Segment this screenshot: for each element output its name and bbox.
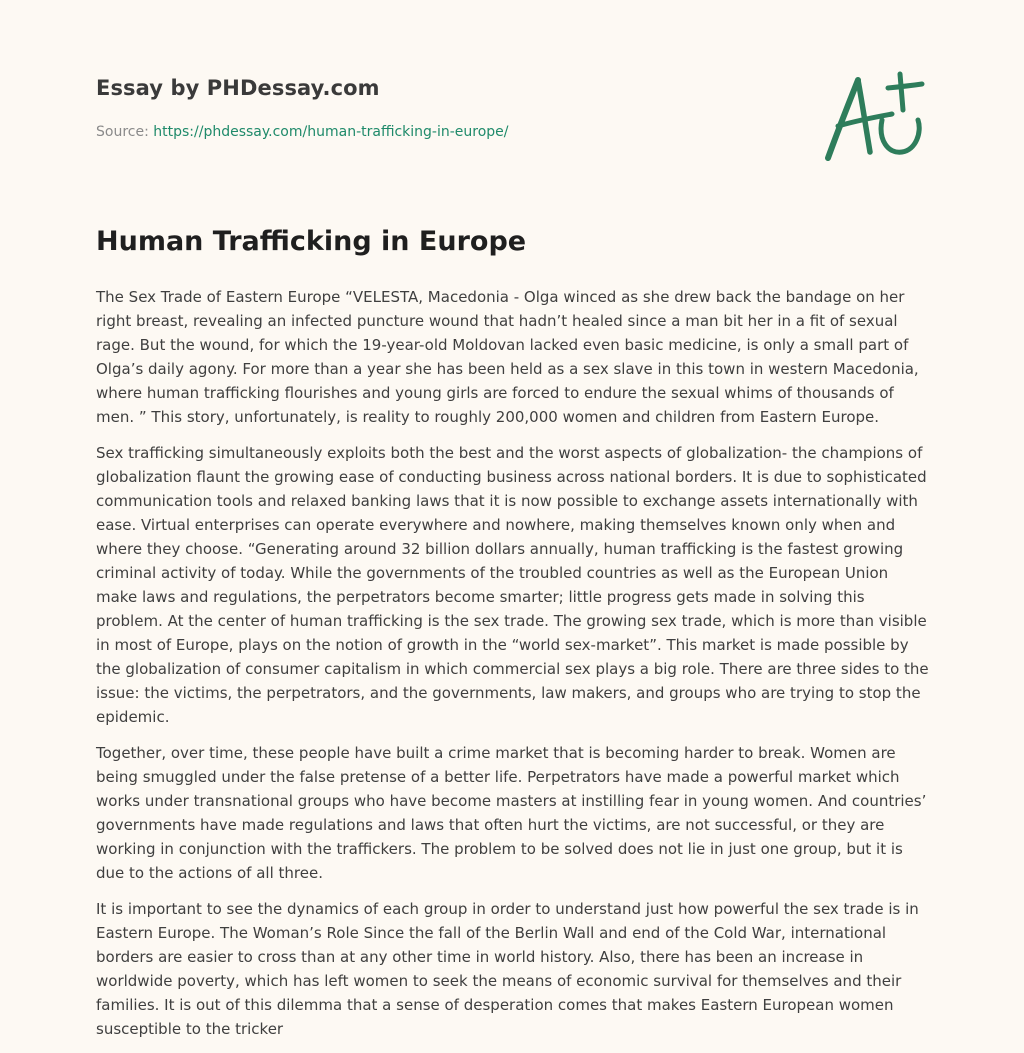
essay-paragraph: It is important to see the dynamics of each group in order to understand just how powerful the sex trade is in Eastern Europe. The Woman’s Role Since the fall of the Berlin Wall and end of the Cold War, international borders are easier to cross than at any other time in world history. Also, there has been an increase in worldwide poverty, which has left women to seek the means of economic survival for themselves and their families. It is out of this dilemma that a sense of desperation comes that makes Eastern European women susceptible to the tricker — [96, 900, 919, 1038]
source-link[interactable]: https://phdessay.com/human-trafficking-in-europe/ — [153, 124, 509, 140]
essay-title: Human Trafficking in Europe — [96, 226, 527, 257]
essay-paragraph: Sex trafficking simultaneously exploits both the best and the worst aspects of globalization- the champions of globalization flaunt the growing ease of conducting business across national borders. It is due to sophisticated communication tools and relaxed banking laws that it is now possible to exchange assets internationally with ease. Virtual enterprises can operate everywhere and nowhere, making themselves known only when and where they choose. “Generating around 32 billion dollars annually, human trafficking is the fastest growing criminal activity of today. While the governments of the troubled countries as well as the European Union make laws and regulations, the perpetrators become smarter; little progress gets made in solving this problem. At the center of human trafficking is the sex trade. The growing sex trade, which is more than visible in most of Europe, plays on the notion of growth in the “world sex-market”. This market is made possible by the globalization of consumer capitalism in which commercial sex plays a big role. There are three sides to the issue: the victims, the perpetrators, and the governments, law makers, and groups who are trying to stop the epidemic. — [96, 444, 929, 726]
source-line — [96, 124, 509, 140]
essay-body — [96, 285, 932, 1053]
essay-paragraph: The Sex Trade of Eastern Europe “VELESTA, Macedonia - Olga winced as she drew back the bandage on her right breast, revealing an infected puncture wound that hadn’t healed since a man bit her in a fit of sexual rage. But the wound, for which the 19-year-old Moldovan lacked even basic medicine, is only a small part of Olga’s daily agony. For more than a year she has been held as a sex slave in this town in western Macedonia, where human trafficking flourishes and young girls are forced to endure the sexual whims of thousands of men. ” This story, unfortunately, is reality to roughly 200,000 women and children from Eastern Europe. — [96, 288, 919, 426]
a-plus-logo-icon — [818, 66, 930, 166]
site-title: Essay by PHDessay.com — [96, 76, 380, 100]
essay-paragraph: Together, over time, these people have built a crime market that is becoming harder to break. Women are being smuggled under the false pretense of a better life. Perpetrators have made a powerful market which works under transnational groups who have become masters at instilling fear in young women. And countries’ governments have made regulations and laws that often hurt the victims, are not successful, or they are working in conjunction with the traffickers. The problem to be solved does not lie in just one group, but it is due to the actions of all three. — [96, 744, 927, 882]
source-label: Source: — [96, 124, 149, 140]
